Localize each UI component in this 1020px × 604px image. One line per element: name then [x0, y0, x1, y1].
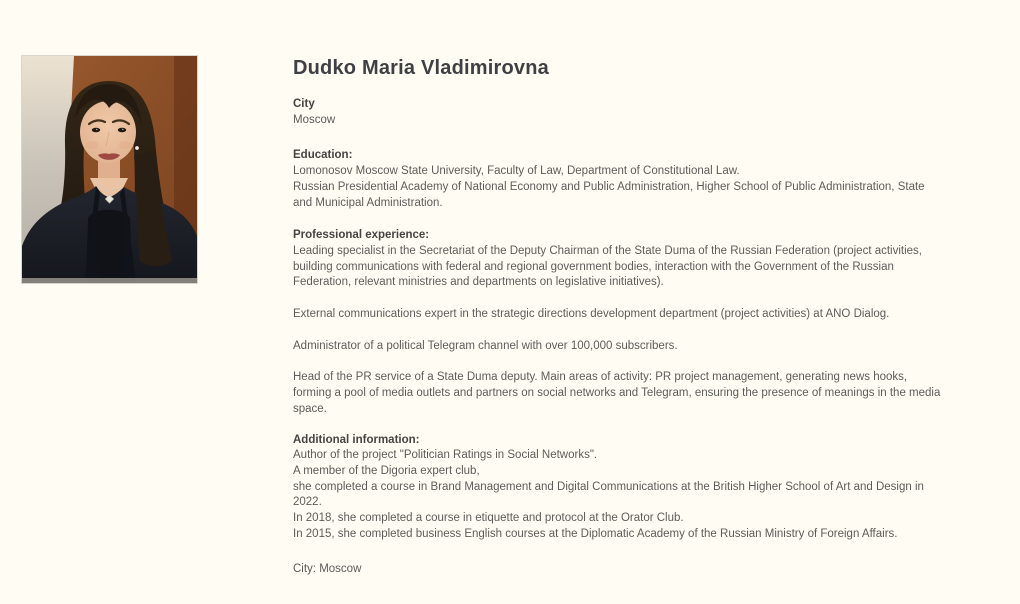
additional-item: Author of the project "Politician Ratings in Social Networks".: [293, 449, 598, 462]
section-education: [293, 148, 945, 211]
photo-bottom-edge: [22, 278, 197, 283]
additional-item: A member of the Digoria expert club,: [293, 464, 480, 477]
experience-paragraph: External communications expert in the strategic directions development department (project activities) at ANO Dialog.: [293, 308, 890, 321]
face: [80, 101, 136, 163]
city-heading: City: [293, 98, 315, 110]
additional-heading: Additional information:: [293, 433, 420, 446]
additional-item: In 2018, she completed a course in etiquette and protocol at the Orator Club.: [293, 512, 684, 525]
section-additional: [293, 433, 945, 543]
eye-glint-right: [122, 129, 123, 130]
profile-content: [293, 50, 945, 578]
experience-paragraph: Administrator of a political Telegram channel with over 100,000 subscribers.: [293, 339, 678, 352]
experience-paragraph: Leading specialist in the Secretariat of the Deputy Chairman of the State Duma of the Russian Federation (project activities, building communications with federal and regional government bodies, interaction with the Government of the Russian Federation, relevant ministries and departments on legislative initiatives).: [293, 244, 922, 289]
experience-heading: Professional experience:: [293, 229, 430, 242]
portrait-photo: [22, 56, 197, 283]
experience-paragraph: Head of the PR service of a State Duma deputy. Main areas of activity: PR project management, generating news hooks, forming a pool of media outlets and partners on social networks and Telegram, ensuring the presence of meanings in the media space.: [293, 371, 941, 415]
portrait-illustration: [22, 56, 197, 283]
section-experience: [293, 228, 945, 417]
additional-item: she completed a course in Brand Management and Digital Communications at the British Higher School of Art and Design in 2022.: [293, 480, 924, 509]
footer-city-line: City: Moscow: [293, 563, 362, 576]
cheek-right: [119, 141, 131, 149]
section-city: [293, 97, 945, 128]
city-value: Moscow: [293, 113, 336, 126]
cheek-left: [86, 141, 98, 149]
education-item: Lomonosov Moscow State University, Faculty of Law, Department of Constitutional Law.: [293, 165, 740, 178]
education-item: Russian Presidential Academy of National Economy and Public Administration, Higher School of Public Administration, State and Municipal Administration.: [293, 180, 925, 209]
profile-name: Dudko Maria Vladimirovna: [293, 57, 549, 79]
eye-glint-left: [96, 129, 97, 130]
eye-right: [118, 128, 126, 133]
additional-item: In 2015, she completed business English courses at the Diplomatic Academy of the Russian Ministry of Foreign Affairs.: [293, 527, 898, 540]
earring: [135, 146, 139, 150]
eye-left: [92, 128, 100, 133]
education-heading: Education:: [293, 149, 353, 162]
